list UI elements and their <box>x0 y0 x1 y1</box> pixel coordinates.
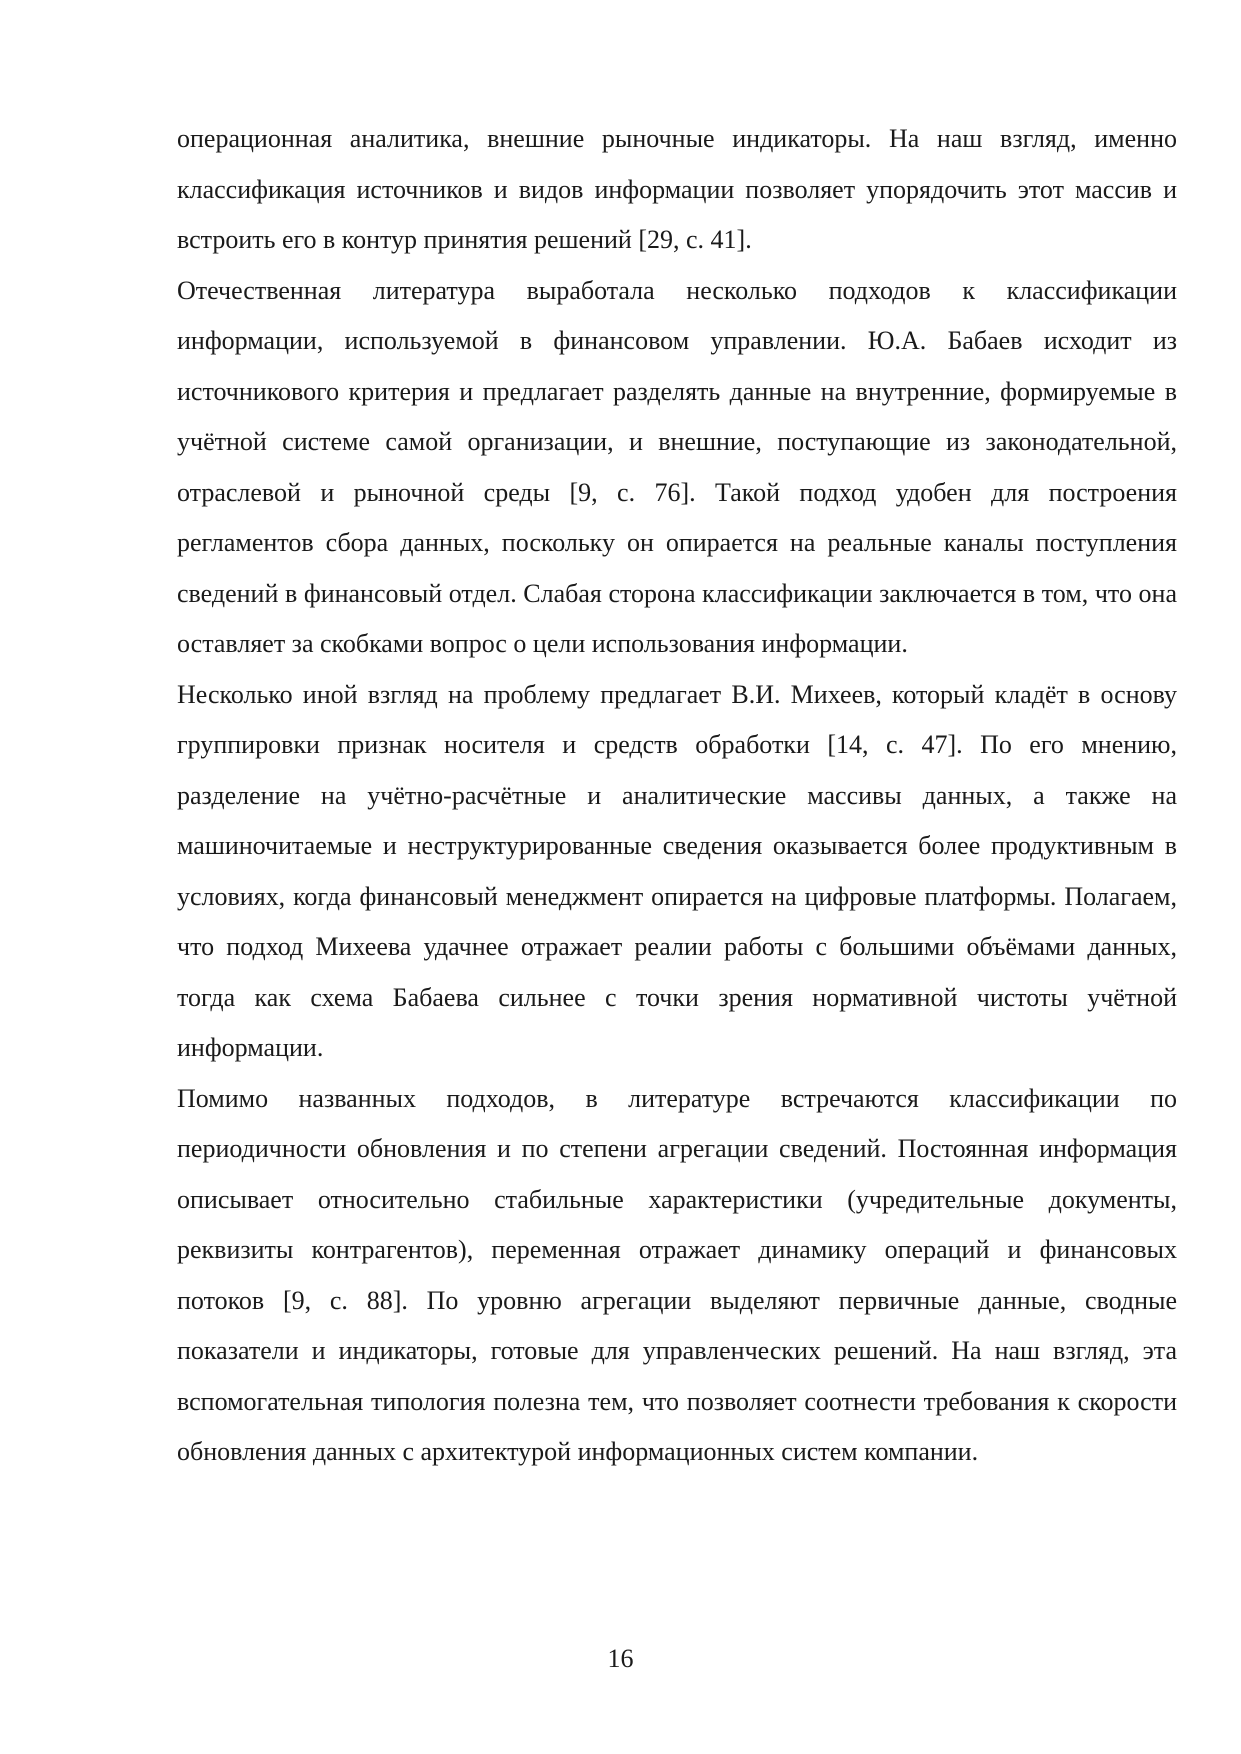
paragraph-2: Отечественная литература выработала несколько подходов к классификации информации, используемой в финансовом управлении. Ю.А. Бабаев исходит из источникового критерия и предлагает разделять данные на внутренние, формируемые в учётной системе самой организации, и внешние, поступающие из законодательной, отраслевой и рыночной среды [9, с. 76]. Такой подход удобен для построения регламентов сбора данных, поскольку он опирается на реальные каналы поступления сведений в финансовый отдел. Слабая сторона классификации заключается в том, что она оставляет за скобками вопрос о цели использования информации. <box>177 275 1177 658</box>
paragraph-4: Помимо названных подходов, в литературе встречаются классификации по периодичности обновления и по степени агрегации сведений. Постоянная информация описывает относительно стабильные характеристики (учредительные документы, реквизиты контрагентов), переменная отражает динамику операций и финансовых потоков [9, с. 88]. По уровню агрегации выделяют первичные данные, сводные показатели и индикаторы, готовые для управленческих решений. На наш взгляд, эта вспомогательная типология полезна тем, что позволяет соотнести требования к скорости обновления данных с архитектурой информационных систем компании. <box>177 1083 1177 1466</box>
paragraph-3: Несколько иной взгляд на проблему предлагает В.И. Михеев, который кладёт в основу группировки признак носителя и средств обработки [14, с. 47]. По его мнению, разделение на учётно-расчётные и аналитические массивы данных, а также на машиночитаемые и неструктурированные сведения оказывается более продуктивным в условиях, когда финансовый менеджмент опирается на цифровые платформы. Полагаем, что подход Михеева удачнее отражает реалии работы с большими объёмами данных, тогда как схема Бабаева сильнее с точки зрения нормативной чистоты учётной информации. <box>177 679 1177 1062</box>
page-body <box>177 114 1177 1478</box>
paragraph-1: операционная аналитика, внешние рыночные индикаторы. На наш взгляд, именно классификация источников и видов информации позволяет упорядочить этот массив и встроить его в контур принятия решений [29, с. 41]. <box>177 124 1177 254</box>
page-number: 16 <box>607 1644 634 1673</box>
